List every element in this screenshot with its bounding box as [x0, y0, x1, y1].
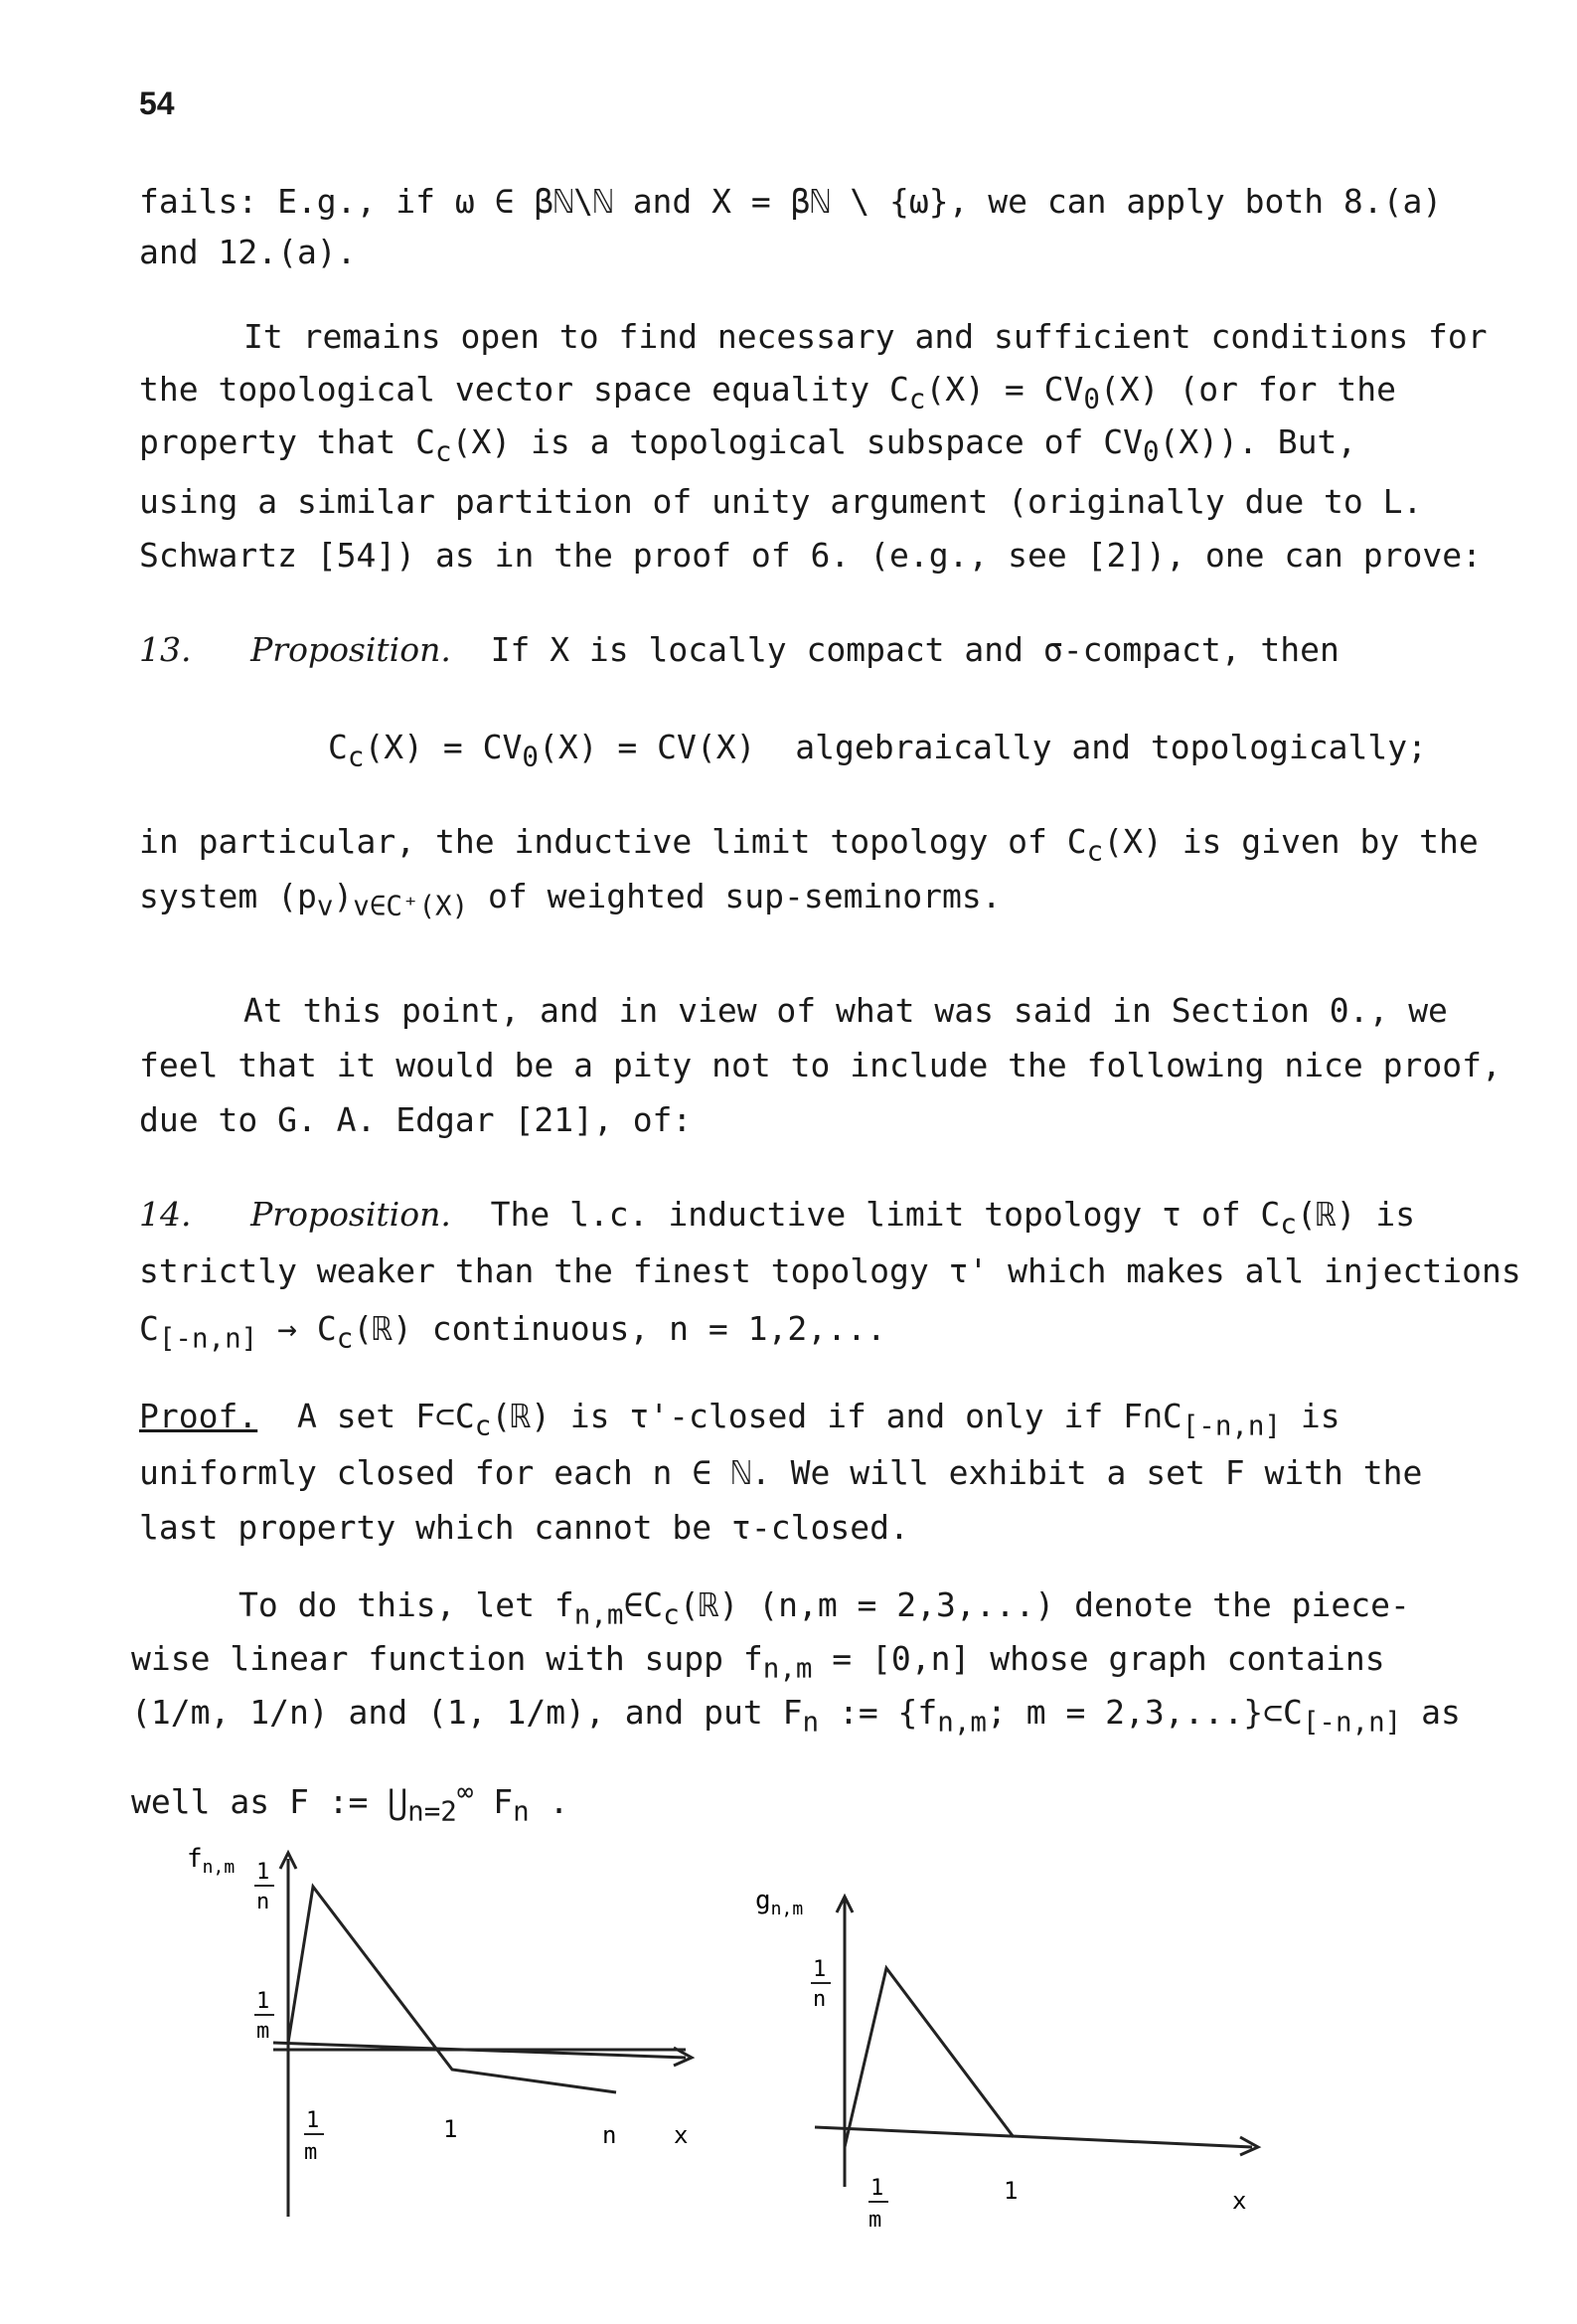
text-line: feel that it would be a pity not to include the following nice proof,	[139, 1046, 1501, 1084]
ytick-1n-num: 1	[813, 1957, 827, 1982]
text-line: It remains open to find necessary and sufficient conditions for	[243, 317, 1488, 356]
prop13-display: $C_c(X) = CV_0(X) = CV(X)$ algebraically and topologically;	[328, 728, 1427, 773]
ytick-1n-den: n	[813, 1987, 827, 2012]
text-line: well as F := $⋃_{n=2}^\infty$ $F_n$ .	[131, 1776, 569, 1828]
text-line: uniformly closed for each n ∈ ℕ. We will exhibit a set F with the	[139, 1453, 1423, 1492]
text-line: (1/m, 1/n) and (1, 1/m), and put $F_n$ := {$f_{n,m}$; $m = 2,3,...\}\subset C_{[-n,n]}$ as	[131, 1693, 1461, 1739]
ytick-1m-den: m	[256, 2019, 270, 2044]
x-axis	[815, 2127, 1252, 2147]
text-line: and 12.(a).	[139, 233, 357, 271]
g-label: $g_{n,m}$	[755, 1886, 804, 1919]
text-line: last property which cannot be τ-closed.	[139, 1508, 909, 1547]
prop14-head: 14. Proposition. The l.c. inductive limit topology τ of $C_c(ℝ)$ is	[139, 1195, 1416, 1241]
text-line: Schwartz [54]) as in the proof of 6. (e.g., see [2]), one can prove:	[139, 536, 1483, 575]
text-line: At this point, and in view of what was said in Section 0., we	[243, 991, 1448, 1030]
page-number: 54	[139, 85, 175, 121]
text-line: in particular, the inductive limit topology of $C_c(X)$ is given by the	[139, 822, 1479, 868]
xlabel-x: x	[674, 2121, 689, 2149]
xtick-1m-num: 1	[306, 2108, 320, 2133]
f-label: $f_{n,m}$	[187, 1844, 236, 1878]
ytick-1n-num: 1	[256, 1860, 270, 1885]
text-line: due to G. A. Edgar [21], of:	[139, 1100, 693, 1139]
xtick-1: 1	[1004, 2177, 1019, 2205]
prop13-head: 13. Proposition. If X is locally compact and σ-compact, then	[139, 630, 1340, 669]
ytick-1m-num: 1	[256, 1989, 270, 2014]
graph-g	[735, 1849, 1292, 2246]
xtick-1m-den: m	[868, 2208, 882, 2233]
g-graph	[845, 1968, 1014, 2147]
text-line: property that $C_c(X)$ is a topological subspace of $CV_0(X)$). But,	[139, 422, 1357, 468]
text-line: wise linear function with supp $f_{n,m} = [0,n]$ whose graph contains	[131, 1639, 1385, 1685]
text-line: $C_{[-n,n]}$ → $C_c(ℝ)$ continuous, n = 1,2,...	[139, 1309, 886, 1355]
xtick-1m-num: 1	[870, 2176, 884, 2201]
xtick-1m-den: m	[304, 2140, 318, 2165]
text-line: To do this, let $f_{n,m}\in C_c(ℝ) (n,m = 2,3,...)$ denote the piece-	[238, 1585, 1410, 1631]
text-line: strictly weaker than the finest topology τ' which makes all injections	[139, 1251, 1521, 1290]
proof-line: Proof. A set $F\subset C_c(ℝ)$ is τ'-closed if and only if $F\cap C_{[-n,n]}$ is	[139, 1397, 1340, 1442]
ytick-1n-den: n	[256, 1890, 270, 1914]
text-line: using a similar partition of unity argument (originally due to L.	[139, 482, 1423, 521]
graph-f	[159, 1839, 715, 2237]
xtick-1: 1	[443, 2115, 458, 2143]
xlabel-x: x	[1232, 2187, 1247, 2215]
text-line: fails: E.g., if ω ∈ βℕ\ℕ and X = βℕ \ {ω}, we can apply both 8.(a)	[139, 182, 1443, 221]
xtick-n: n	[602, 2121, 617, 2149]
text-line: the topological vector space equality $C_c(X) = CV_0(X)$ (or for the	[139, 370, 1396, 415]
f-graph	[288, 1887, 616, 2092]
text-line: system $(p_v)_{v\in C^+(X)}$ of weighted sup-seminorms.	[139, 877, 1002, 922]
